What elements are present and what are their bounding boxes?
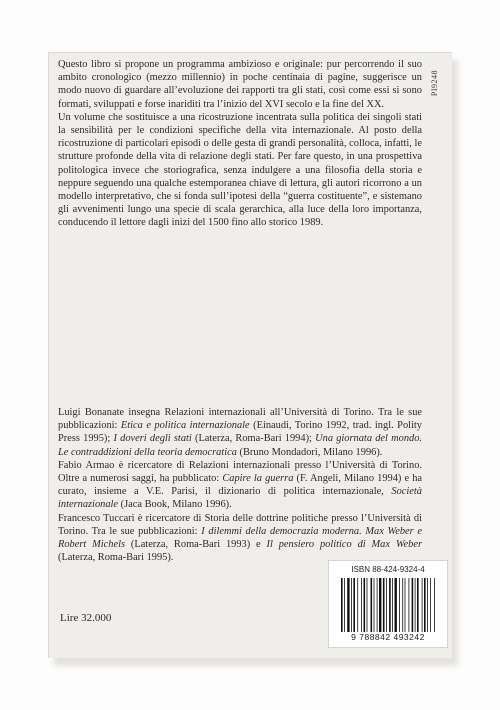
barcode-bar — [374, 578, 375, 632]
barcode-bar — [344, 578, 345, 632]
barcode-bar — [427, 578, 428, 632]
barcode-bar — [415, 578, 416, 632]
barcode-bar — [367, 578, 368, 632]
barcode-bar — [417, 578, 419, 632]
barcode-bar — [383, 578, 385, 632]
barcode-bar — [353, 578, 355, 632]
isbn-number: ISBN 88-424-9324-4 — [351, 565, 425, 574]
bio-armao: Fabio Armao è ricercatore di Relazioni internazionali presso l’Università di Torino. Oltre a numerosi saggi, ha pubblicato: Capire la guerra (F. Angeli, Milano 1994) e ha curato, insieme a V.E. Parisi, il dizionario di politica internazionale, Società internazionale (Jaca Book, Milano 1996). — [58, 459, 423, 511]
barcode-bar — [389, 578, 391, 632]
barcode-bar — [422, 578, 423, 632]
barcode-bar — [395, 578, 397, 632]
barcode — [339, 578, 439, 632]
barcode-bar — [434, 578, 435, 632]
book-title: Capire la guerra — [222, 473, 294, 485]
barcode-bar — [399, 578, 400, 632]
barcode-bar — [424, 578, 426, 632]
book-title: Il pensiero politico di Max Weber — [266, 539, 422, 551]
barcode-bar — [377, 578, 378, 632]
synopsis-paragraph-2: Un volume che sostituisce a una ricostruzione incentrata sulla politica dei singoli stati la sensibilità per le condizioni specifiche della vita internazionale. Al posto della ricostruzione di particolari episodi o delle gesta di grandi personalità, colloca, infatti, le strutture profonde della vita di relazione degli stati. Per fare questo, in una prospettiva politologica invece che storiografica, senza indulgere a una filosofia della storia e neppure seguendo una qualche estemporanea chiave di lettura, gli autori ricorrono a un modello interpretativo, che si fonda sull’ipotesi della “guerra costituente”, e sistemano gli avvenimenti lungo una specie di scala gerarchica, alla luce della loro importanza, conducendo il lettore dagli inizi del 1500 fino allo storico 1989. — [58, 111, 422, 229]
barcode-bar — [412, 578, 414, 632]
book-title: Etica e politica internazionale — [120, 420, 250, 432]
book-title: Una giornata del mondo. Le contraddizioni della teoria democratica — [58, 433, 423, 458]
book-back-cover — [48, 52, 452, 658]
barcode-bar — [392, 578, 393, 632]
barcode-bar — [405, 578, 406, 632]
book-title: Società internazionale — [58, 486, 422, 511]
barcode-bar — [364, 578, 366, 632]
bio-tuccari: Francesco Tuccari è ricercatore di Storia delle dottrine politiche presso l’Università di Torino. Tra le sue pubblicazioni: I dilemmi della democrazia moderna. Max Weber e Robert Michels (Laterza, Roma-Bari 1993) e Il pensiero politico di Max Weber (Laterza, Roma-Bari 1995). — [58, 512, 422, 564]
barcode-bar — [379, 578, 381, 632]
barcode-bar — [386, 578, 387, 632]
barcode-bar — [402, 578, 403, 632]
price: Lire 32.000 — [60, 612, 112, 624]
ean-number: 9 788842 493242 — [351, 632, 425, 642]
side-code: PI9248 — [430, 70, 439, 97]
barcode-bar — [341, 578, 343, 632]
barcode-bar — [409, 578, 410, 632]
barcode-bar — [430, 578, 431, 632]
author-bios — [58, 406, 422, 564]
bio-bonanate: Luigi Bonanate insegna Relazioni internazionali all’Università di Torino. Tra le sue pubblicazioni: Etica e politica internazionale (Einaudi, Torino 1992, trad. ingl. Polity Press 1995); I doveri degli stati (Laterza, Roma-Bari 1994); Una giornata del mondo. Le contraddizioni della teoria democratica (Bruno Mondadori, Milano 1996). — [58, 407, 423, 458]
synopsis-paragraph-1: Questo libro si propone un programma ambizioso e originale: pur percorrendo il suo ambito cronologico (mezzo millennio) in poche centinaia di pagine, suggerisce un modo nuovo di guardare all’evoluzione dei rapporti tra gli stati, così come essi si sono formati, sviluppati e forse inariditi tra l’inizio del XVI secolo e la fine del XX. — [58, 59, 422, 110]
barcode-bar — [361, 578, 362, 632]
barcode-bar — [371, 578, 373, 632]
book-title: I dilemmi della democrazia moderna. Max Weber e Robert Michels — [58, 525, 422, 551]
barcode-bar — [357, 578, 358, 632]
book-title: I doveri degli stati — [113, 433, 192, 445]
barcode-bar — [351, 578, 352, 632]
isbn-barcode-label — [328, 560, 448, 648]
barcode-bar — [347, 578, 349, 632]
synopsis — [58, 58, 422, 230]
